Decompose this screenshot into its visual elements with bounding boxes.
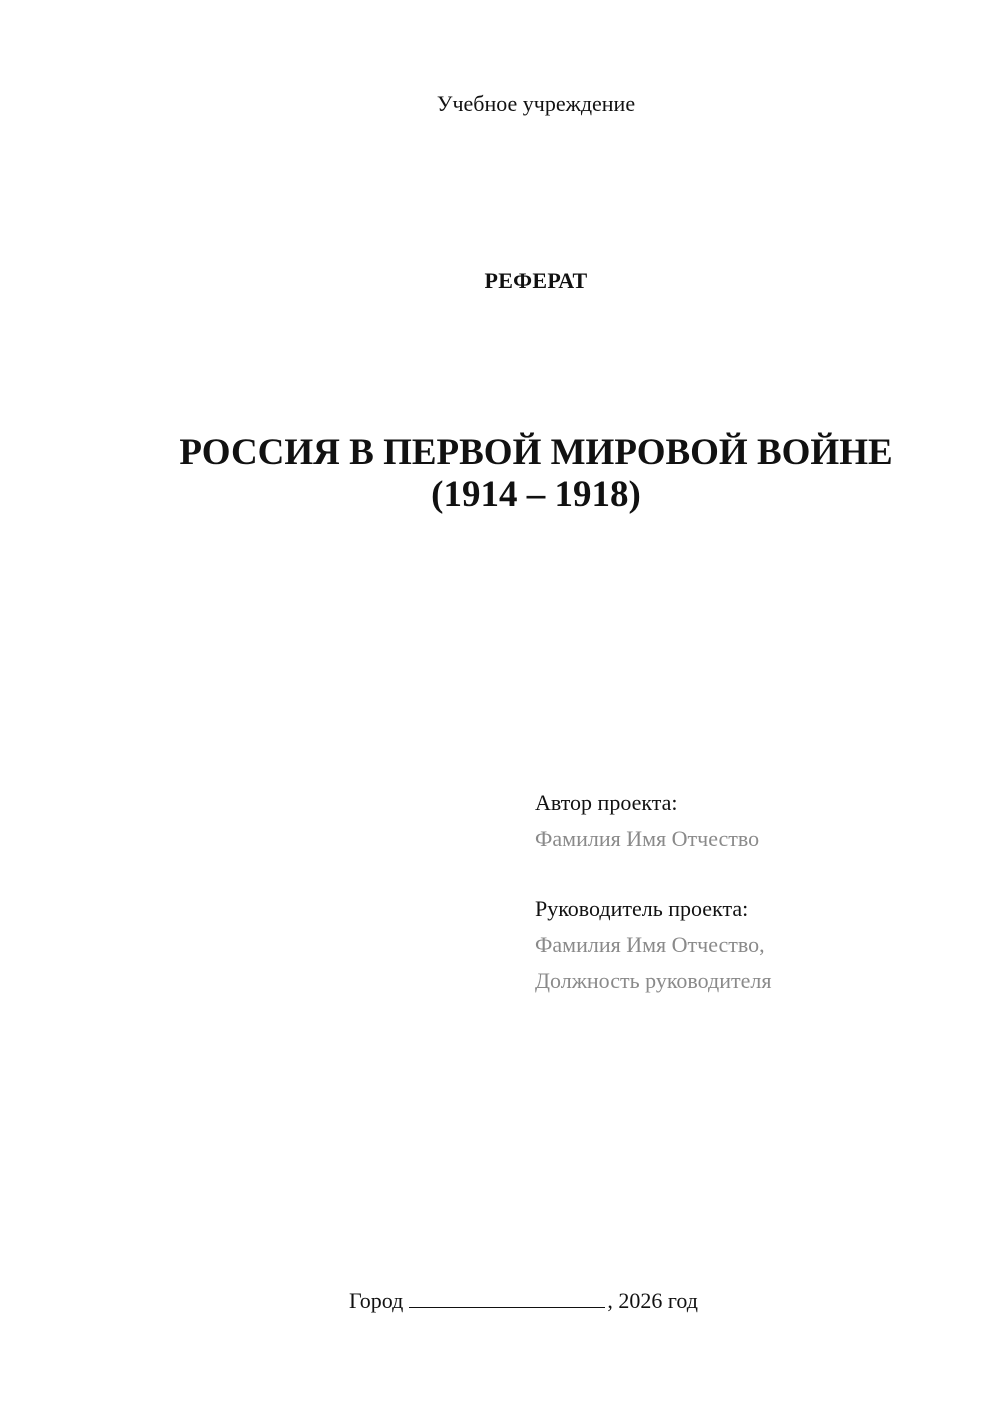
supervisor-name: Фамилия Имя Отчество,	[535, 932, 765, 957]
footer-city-year	[349, 1288, 698, 1314]
supervisor-position: Должность руководителя	[535, 968, 772, 993]
city-blank-line	[409, 1289, 605, 1308]
author-label: Автор проекта:	[535, 790, 678, 815]
institution-name: Учебное учреждение	[436, 91, 636, 116]
title-line-2: (1914 – 1918)	[431, 474, 641, 515]
year-text: , 2026 год	[607, 1288, 698, 1313]
title-line-1: РОССИЯ В ПЕРВОЙ МИРОВОЙ ВОЙНЕ	[179, 432, 893, 473]
document-title	[72, 432, 1000, 516]
supervisor-label: Руководитель проекта:	[535, 896, 749, 921]
document-type: РЕФЕРАТ	[484, 268, 588, 293]
city-label: Город	[349, 1288, 404, 1313]
author-name: Фамилия Имя Отчество	[535, 826, 760, 851]
